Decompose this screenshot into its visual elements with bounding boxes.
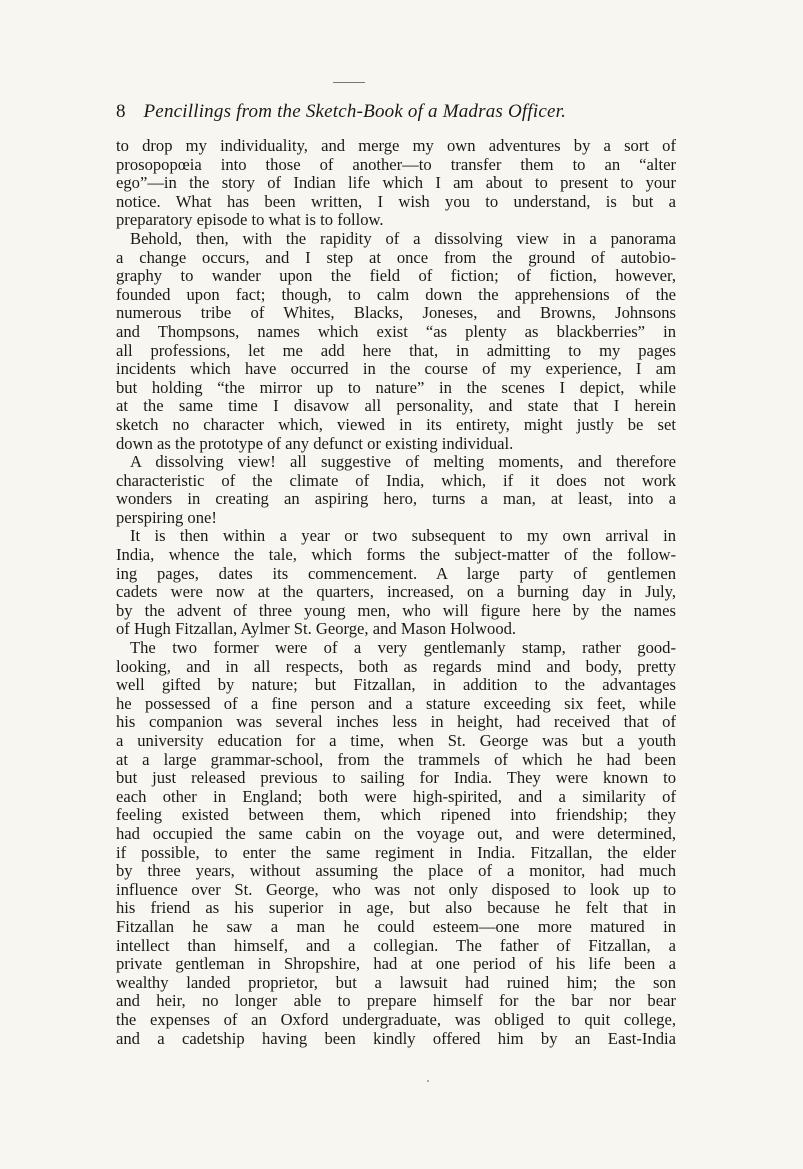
text-line: and Thompsons, names which exist “as plenty as blackberries” in [116,322,676,341]
body-text [116,137,676,1067]
text-line: feeling existed between them, which ripened into friendship; they [116,806,676,825]
text-line: sketch no character which, viewed in its entirety, might justly be set [116,415,676,434]
text-line: ego”—in the story of Indian life which I am about to present to your [116,174,676,193]
top-rule [333,82,365,83]
text-line: numerous tribe of Whites, Blacks, Joneses, and Browns, Johnsons [116,304,676,323]
text-line: private gentleman in Shropshire, had at one period of his life been a [116,955,676,974]
text-line: perspiring one! [116,508,217,527]
text-line: at a large grammar-school, from the trammels of which he had been [116,750,676,769]
text-line: The two former were of a very gentlemanly stamp, rather good- [130,639,676,658]
text-line: preparatory episode to what is to follow. [116,211,384,230]
text-line: prosopopœia into those of another—to transfer them to an “alter [116,155,676,174]
text-line: notice. What has been written, I wish you to understand, is but a [116,192,676,211]
text-line: but holding “the mirror up to nature” in the scenes I depict, while [116,378,676,397]
running-title: Pencillings from the Sketch-Book of a Madras Officer. [143,101,567,122]
text-line: well gifted by nature; but Fitzallan, in addition to the advantages [116,676,676,695]
text-line: incidents which have occurred in the course of my experience, I am [116,360,676,379]
text-line: looking, and in all respects, both as regards mind and body, pretty [116,657,676,676]
text-line: It is then within a year or two subsequent to my own arrival in [130,527,676,546]
text-line: had occupied the same cabin on the voyage out, and were determined, [116,824,676,843]
page-number: 8 [116,101,126,122]
text-line: Fitzallan he saw a man he could esteem—one more matured in [116,917,676,936]
text-line: his friend as his superior in age, but also because he felt that in [116,899,676,918]
text-line: intellect than himself, and a collegian. The father of Fitzallan, a [116,936,676,955]
text-line: his companion was several inches less in height, had received that of [116,713,676,732]
text-line: he possessed of a fine person and a stature exceeding six feet, while [116,694,676,713]
text-line: to drop my individuality, and merge my own adventures by a sort of [116,137,676,155]
text-line: ing pages, dates its commencement. A large party of gentlemen [116,564,676,583]
text-line: and heir, no longer able to prepare himself for the bar nor bear [116,992,676,1011]
text-line: by three years, without assuming the place of a monitor, had much [116,862,676,881]
text-line: founded upon fact; though, to calm down the apprehensions of the [116,285,676,304]
text-line: India, whence the tale, which forms the subject-matter of the follow- [116,546,676,565]
text-line: of Hugh Fitzallan, Aylmer St. George, and Mason Holwood. [116,620,517,639]
text-line: influence over St. George, who was not only disposed to look up to [116,880,676,899]
text-line: if possible, to enter the same regiment in India. Fitzallan, the elder [116,843,676,862]
text-line: but just released previous to sailing for India. They were known to [116,769,676,788]
running-head [116,101,676,127]
text-line: at the same time I disavow all personality, and state that I herein [116,397,676,416]
text-line: and a cadetship having been kindly offered him by an East-India [116,1029,676,1048]
text-line: a university education for a time, when St. George was but a youth [116,732,676,750]
text-line: graphy to wander upon the field of fiction; of fiction, however, [116,267,676,286]
text-line: A dissolving view! all suggestive of melting moments, and therefore [130,453,676,472]
text-line: down as the prototype of any defunct or existing individual. [116,434,514,453]
bottom-speck [427,1080,429,1082]
text-line: each other in England; both were high-spirited, and a similarity of [116,787,676,806]
text-line: the expenses of an Oxford undergraduate, was obliged to quit college, [116,1010,676,1029]
text-line: Behold, then, with the rapidity of a dissolving view in a panorama [130,229,676,248]
text-line: a change occurs, and I step at once from the ground of autobio- [116,248,676,267]
text-line: cadets were now at the quarters, increased, on a burning day in July, [116,583,676,602]
text-line: all professions, let me add here that, in admitting to my pages [116,341,676,360]
text-line: wonders in creating an aspiring hero, turns a man, at least, into a [116,490,676,509]
text-line: wealthy landed proprietor, but a lawsuit had ruined him; the son [116,973,676,992]
text-line: by the advent of three young men, who will figure here by the names [116,601,676,620]
text-line: characteristic of the climate of India, which, if it does not work [116,471,676,490]
